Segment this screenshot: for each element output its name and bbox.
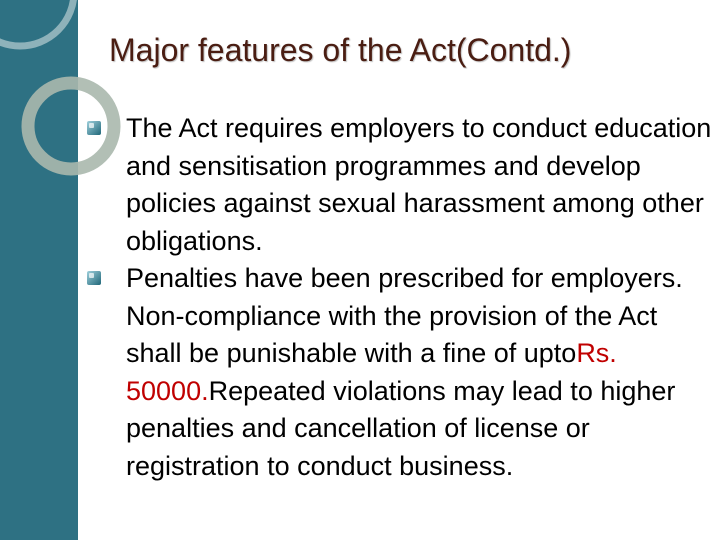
fine-amount-highlight: Rs. 50000. — [126, 338, 617, 406]
bullet-text: The Act requires employers to conduct education and sensitisation programmes and develop policies against sexual harassment among other obligations. — [126, 113, 712, 256]
bullet-item — [86, 260, 716, 485]
bullet-text-before: Penalties have been prescribed for employers. Non-compliance with the provision of the Act shall be punishable with a fine of upto — [126, 263, 683, 368]
bullet-item — [86, 110, 716, 260]
sidebar-band — [0, 0, 78, 540]
slide-title: Major features of the Act(Contd.) — [109, 32, 572, 68]
slide-body — [86, 110, 716, 485]
square-bullet-icon — [86, 270, 102, 286]
bullet-text-after: Repeated violations may lead to higher penalties and cancellation of license or registration to conduct business. — [126, 375, 676, 481]
square-bullet-icon — [86, 120, 102, 136]
